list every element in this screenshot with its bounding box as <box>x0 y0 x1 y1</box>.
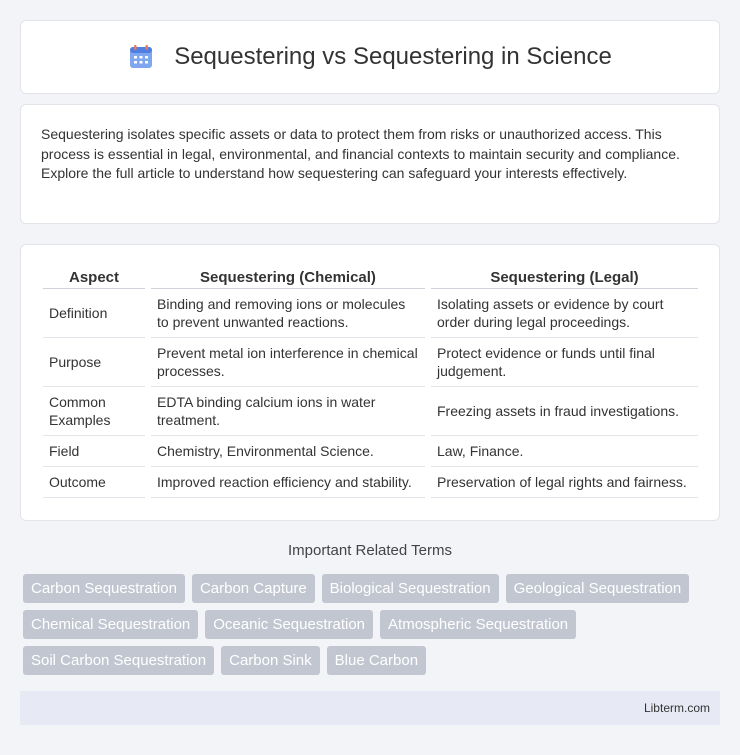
table-cell: Prevent metal ion interference in chemical processes. <box>148 338 428 387</box>
table-cell: Protect evidence or funds until final judgement. <box>428 338 698 387</box>
intro-card <box>20 104 720 224</box>
table-row <box>43 436 698 467</box>
comparison-card <box>20 244 720 521</box>
header-aspect: Aspect <box>43 265 148 289</box>
table-cell: Binding and removing ions or molecules to prevent unwanted reactions. <box>148 289 428 338</box>
related-term-tag[interactable]: Chemical Sequestration <box>23 610 198 639</box>
related-term-tag[interactable]: Atmospheric Sequestration <box>380 610 576 639</box>
related-term-tag[interactable]: Carbon Sequestration <box>23 574 185 603</box>
table-cell: Isolating assets or evidence by court order during legal proceedings. <box>428 289 698 338</box>
table-header-row <box>43 265 698 289</box>
header-legal: Sequestering (Legal) <box>428 265 698 289</box>
related-term-tag[interactable]: Biological Sequestration <box>322 574 499 603</box>
table-cell: Preservation of legal rights and fairness. <box>428 467 698 498</box>
related-term-tag[interactable]: Oceanic Sequestration <box>205 610 373 639</box>
calendar-icon <box>128 44 154 70</box>
header-card <box>20 20 720 94</box>
related-term-tag[interactable]: Blue Carbon <box>327 646 426 675</box>
table-cell: Improved reaction efficiency and stability. <box>148 467 428 498</box>
table-cell: Purpose <box>43 338 148 387</box>
related-terms-title: Important Related Terms <box>288 542 452 559</box>
header-chemical: Sequestering (Chemical) <box>148 265 428 289</box>
table-cell: Field <box>43 436 148 467</box>
footer <box>20 691 720 725</box>
footer-site-link[interactable]: Libterm.com <box>643 701 710 715</box>
table-row <box>43 467 698 498</box>
related-term-tag[interactable]: Geological Sequestration <box>506 574 690 603</box>
page-title: Sequestering vs Sequestering in Science <box>174 43 612 70</box>
table-cell: Chemistry, Environmental Science. <box>148 436 428 467</box>
table-cell: Outcome <box>43 467 148 498</box>
table-row <box>43 387 698 436</box>
table-cell: Common Examples <box>43 387 148 436</box>
table-cell: Definition <box>43 289 148 338</box>
related-terms-list <box>23 574 723 682</box>
intro-text: Sequestering isolates specific assets or data to protect them from risks or unauthorized access. This process is essential in legal, environmental, and financial contexts to maintain security and compliance. Explore the full article to understand how sequestering can safeguard your interests effectively. <box>41 126 680 181</box>
related-term-tag[interactable]: Carbon Sink <box>221 646 320 675</box>
table-cell: EDTA binding calcium ions in water treatment. <box>148 387 428 436</box>
table-row <box>43 338 698 387</box>
table-row <box>43 289 698 338</box>
related-term-tag[interactable]: Soil Carbon Sequestration <box>23 646 214 675</box>
table-cell: Freezing assets in fraud investigations. <box>428 387 698 436</box>
comparison-table <box>43 265 698 498</box>
related-term-tag[interactable]: Carbon Capture <box>192 574 315 603</box>
table-cell: Law, Finance. <box>428 436 698 467</box>
